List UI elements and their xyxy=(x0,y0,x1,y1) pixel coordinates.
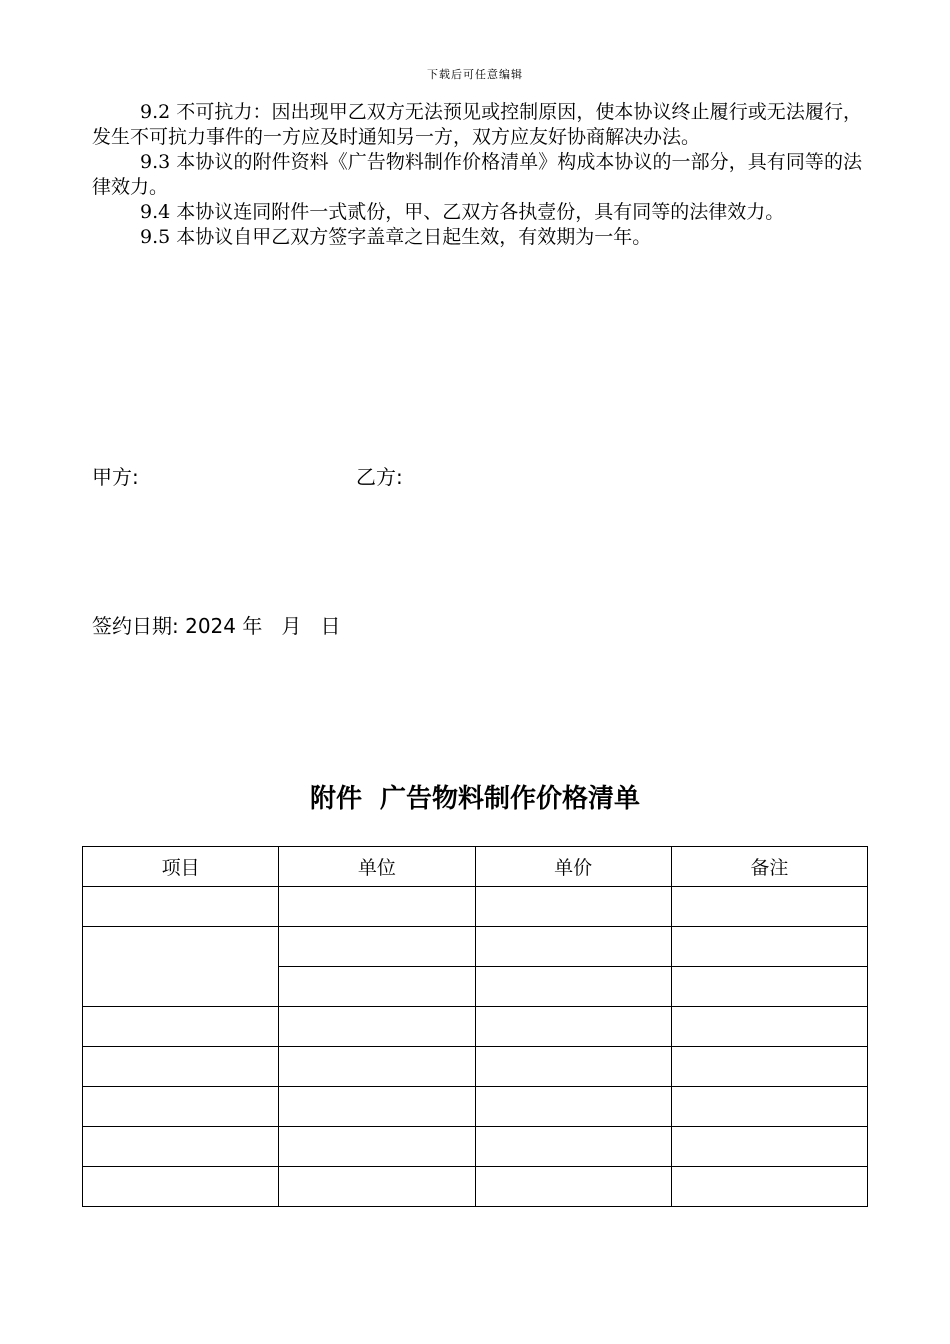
table-cell xyxy=(475,887,671,927)
table-cell xyxy=(83,1167,279,1207)
table-cell xyxy=(475,927,671,967)
table-cell xyxy=(671,1047,867,1087)
clause-9-5: 9.5 本协议自甲乙双方签字盖章之日起生效，有效期为一年。 xyxy=(140,226,652,248)
table-cell xyxy=(83,1127,279,1167)
table-cell xyxy=(279,927,475,967)
table-cell xyxy=(279,1127,475,1167)
party-b-label: 乙方: xyxy=(356,465,403,489)
table-cell xyxy=(475,967,671,1007)
party-a-label: 甲方: xyxy=(92,465,139,489)
column-header-unit-price: 单价 xyxy=(475,847,671,887)
clause-9-4: 9.4 本协议连同附件一式贰份，甲、乙双方各执壹份，具有同等的法律效力。 xyxy=(140,201,785,223)
table-cell-merged xyxy=(83,927,279,1007)
table-cell xyxy=(279,1007,475,1047)
table-cell xyxy=(279,1087,475,1127)
column-header-item: 项目 xyxy=(83,847,279,887)
column-header-unit: 单位 xyxy=(279,847,475,887)
table-cell xyxy=(671,887,867,927)
table-cell xyxy=(475,1007,671,1047)
table-cell xyxy=(83,1007,279,1047)
clause-9-3: 9.3 本协议的附件资料《广告物料制作价格清单》构成本协议的一部分，具有同等的法律效力。 xyxy=(92,151,862,198)
table-cell xyxy=(671,967,867,1007)
table-row xyxy=(83,887,868,927)
table-cell xyxy=(83,887,279,927)
header-note: 下载后可任意编辑 xyxy=(427,68,523,81)
table-row xyxy=(83,1007,868,1047)
appendix-title: 附件 广告物料制作价格清单 xyxy=(309,784,641,814)
table-cell xyxy=(475,1127,671,1167)
table-row xyxy=(83,1047,868,1087)
table-cell xyxy=(475,1167,671,1207)
table-cell xyxy=(671,1007,867,1047)
table-cell xyxy=(83,1047,279,1087)
table-cell xyxy=(279,887,475,927)
table-cell xyxy=(279,1167,475,1207)
price-list-table xyxy=(82,846,868,1207)
column-header-remarks: 备注 xyxy=(671,847,867,887)
table-cell xyxy=(671,1167,867,1207)
table-row xyxy=(83,1087,868,1127)
table-cell xyxy=(671,927,867,967)
table-cell xyxy=(475,1047,671,1087)
clause-9-2: 9.2 不可抗力：因出现甲乙双方无法预见或控制原因，使本协议终止履行或无法履行，发生不可抗力事件的一方应及时通知另一方，双方应友好协商解决办法。 xyxy=(92,101,862,148)
signing-date: 签约日期: 2024 年 月 日 xyxy=(92,614,341,638)
table-cell xyxy=(83,1087,279,1127)
table-cell xyxy=(475,1087,671,1127)
table-header-row xyxy=(83,847,868,887)
table-row xyxy=(83,1127,868,1167)
table-row xyxy=(83,927,868,967)
table-row xyxy=(83,1167,868,1207)
table-cell xyxy=(279,967,475,1007)
agreement-clauses xyxy=(92,100,862,250)
table-cell xyxy=(671,1087,867,1127)
table-cell xyxy=(671,1127,867,1167)
table-cell xyxy=(279,1047,475,1087)
